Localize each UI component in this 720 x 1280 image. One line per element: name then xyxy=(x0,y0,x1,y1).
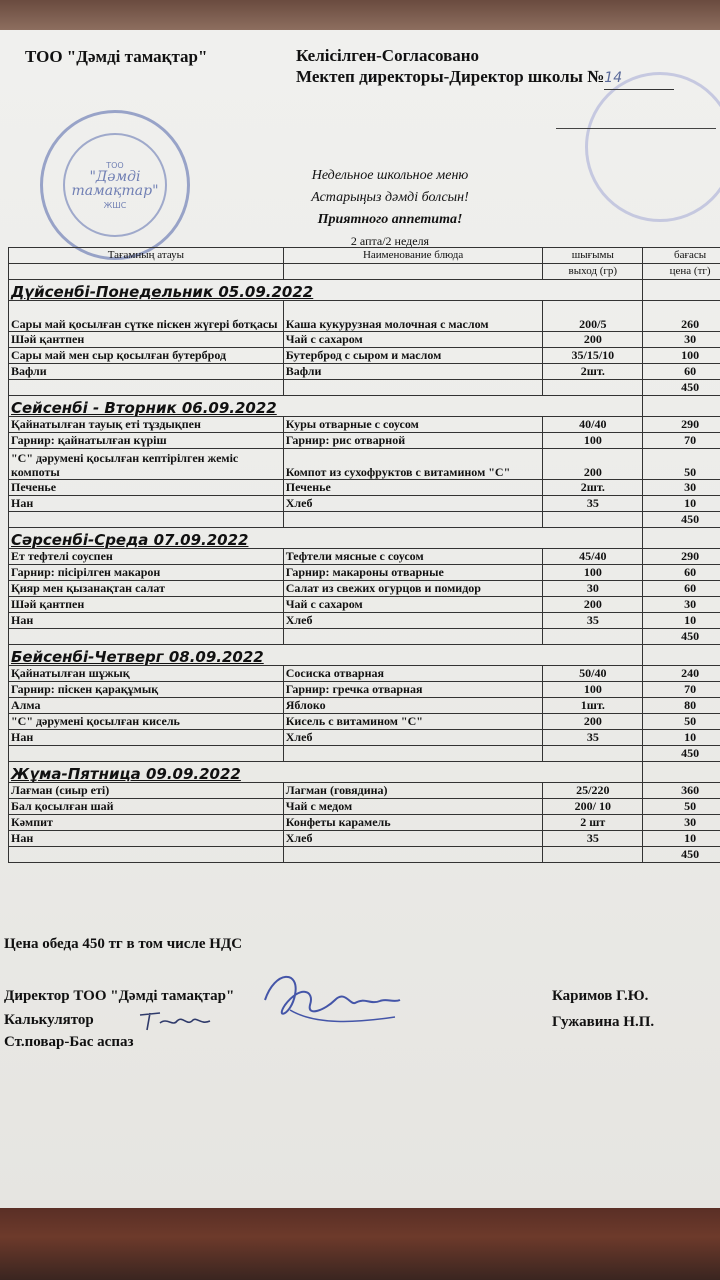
dish-name-kz: Қайнатылған тауық еті тұздықпен xyxy=(9,417,284,433)
dish-name-ru: Хлеб xyxy=(283,831,543,847)
dish-yield: 200/5 xyxy=(543,301,643,332)
dish-yield: 35 xyxy=(543,613,643,629)
dish-yield: 200 xyxy=(543,332,643,348)
dish-price: 10 xyxy=(643,496,720,512)
dish-price: 10 xyxy=(643,613,720,629)
dish-yield: 40/40 xyxy=(543,417,643,433)
dish-yield: 2 шт xyxy=(543,815,643,831)
menu-item-row xyxy=(9,831,720,847)
dish-name-ru: Каша кукурузная молочная с маслом xyxy=(283,301,543,332)
dish-yield: 200 xyxy=(543,449,643,480)
dish-price: 70 xyxy=(643,433,720,449)
stamp-company: "Дәмді тамақтар" xyxy=(71,168,159,199)
menu-item-row xyxy=(9,597,720,613)
dish-name-ru: Салат из свежих огурцов и помидор xyxy=(283,581,543,597)
day-title: Сәрсенбі-Среда 07.09.2022 xyxy=(9,528,643,549)
dish-name-kz: Қияр мен қызанақтан салат xyxy=(9,581,284,597)
menu-item-row xyxy=(9,417,720,433)
approval-line-1: Келісілген-Согласовано xyxy=(296,46,480,65)
school-number: 14 xyxy=(604,68,674,90)
menu-item-row xyxy=(9,301,720,332)
dish-name-kz: Нан xyxy=(9,496,284,512)
approval-block xyxy=(296,45,674,90)
dish-price: 50 xyxy=(643,799,720,815)
dish-name-ru: Тефтели мясные с соусом xyxy=(283,549,543,565)
dish-name-kz: Шәй қантпен xyxy=(9,332,284,348)
dish-yield: 100 xyxy=(543,565,643,581)
dish-name-kz: Нан xyxy=(9,613,284,629)
dish-yield: 100 xyxy=(543,433,643,449)
dish-name-ru: Сосиска отварная xyxy=(283,666,543,682)
dish-name-kz: Бал қосылған шай xyxy=(9,799,284,815)
director-signature xyxy=(255,965,405,1035)
menu-item-row xyxy=(9,549,720,565)
day-title: Сейсенбі - Вторник 06.09.2022 xyxy=(9,396,643,417)
dish-yield: 2шт. xyxy=(543,364,643,380)
dish-yield: 200 xyxy=(543,597,643,613)
dish-yield: 200/ 10 xyxy=(543,799,643,815)
menu-item-row xyxy=(9,815,720,831)
dish-name-kz: Кәмпит xyxy=(9,815,284,831)
menu-item-row xyxy=(9,433,720,449)
dish-price: 10 xyxy=(643,831,720,847)
menu-item-row xyxy=(9,449,720,480)
dish-price: 30 xyxy=(643,597,720,613)
menu-item-row xyxy=(9,714,720,730)
menu-item-row xyxy=(9,613,720,629)
dish-price: 80 xyxy=(643,698,720,714)
dish-name-kz: Гарнир: піскен қарақұмық xyxy=(9,682,284,698)
dish-name-ru: Чай с сахаром xyxy=(283,597,543,613)
stamp-line-1: ТОО xyxy=(106,160,124,170)
menu-item-row xyxy=(9,364,720,380)
col-header-kz: Тағамның атауы xyxy=(9,248,284,264)
dish-name-kz: "С" дәрумені қосылған кисель xyxy=(9,714,284,730)
company-name: ТОО "Дәмді тамақтар" xyxy=(25,47,208,66)
dish-name-ru: Конфеты карамель xyxy=(283,815,543,831)
menu-wish-kz: Астарыңыз дәмді болсын! xyxy=(311,190,469,205)
day-header-row xyxy=(9,528,720,549)
dish-name-kz: Шәй қантпен xyxy=(9,597,284,613)
dish-name-ru: Яблоко xyxy=(283,698,543,714)
dish-name-ru: Чай с медом xyxy=(283,799,543,815)
week-label: 2 апта/2 неделя xyxy=(350,234,430,248)
day-title: Бейсенбі-Четверг 08.09.2022 xyxy=(9,645,643,666)
day-title: Дүйсенбі-Понедельник 05.09.2022 xyxy=(9,280,643,301)
dish-price: 30 xyxy=(643,332,720,348)
dish-name-kz: Лағман (сиыр еті) xyxy=(9,783,284,799)
dish-yield: 35 xyxy=(543,831,643,847)
cook-label: Ст.повар-Бас аспаз xyxy=(4,1034,134,1050)
day-total: 450 xyxy=(643,847,720,863)
day-total: 450 xyxy=(643,629,720,645)
dish-name-ru: Гарнир: рис отварной xyxy=(283,433,543,449)
day-header-row xyxy=(9,762,720,783)
dish-price: 290 xyxy=(643,549,720,565)
day-total-row xyxy=(9,380,720,396)
dish-name-ru: Вафли xyxy=(283,364,543,380)
dish-yield: 45/40 xyxy=(543,549,643,565)
dish-yield: 35 xyxy=(543,496,643,512)
menu-table xyxy=(8,247,720,863)
dish-name-ru: Лагман (говядина) xyxy=(283,783,543,799)
calculator-name: Гужавина Н.П. xyxy=(552,1014,655,1030)
dish-price: 240 xyxy=(643,666,720,682)
day-total: 450 xyxy=(643,746,720,762)
dish-price: 10 xyxy=(643,730,720,746)
menu-title: Недельное школьное меню xyxy=(311,168,469,183)
dish-name-kz: Сары май мен сыр қосылған бутерброд xyxy=(9,348,284,364)
dish-name-ru: Хлеб xyxy=(283,613,543,629)
day-header-row xyxy=(9,645,720,666)
col-header-out-ru: выход (гр) xyxy=(543,264,643,280)
col-header-price-ru: цена (тг) xyxy=(643,264,720,280)
dish-price: 50 xyxy=(643,714,720,730)
day-total-row xyxy=(9,746,720,762)
day-total-row xyxy=(9,847,720,863)
dish-price: 60 xyxy=(643,364,720,380)
dish-name-ru: Компот из сухофруктов с витамином "С" xyxy=(283,449,543,480)
director-signature-line xyxy=(556,128,716,129)
dish-name-ru: Хлеб xyxy=(283,730,543,746)
dish-price: 60 xyxy=(643,565,720,581)
dish-name-kz: Печенье xyxy=(9,480,284,496)
day-total: 450 xyxy=(643,380,720,396)
dish-price: 260 xyxy=(643,301,720,332)
dish-name-kz: Нан xyxy=(9,831,284,847)
calculator-label: Калькулятор xyxy=(4,1012,94,1028)
dish-yield: 25/220 xyxy=(543,783,643,799)
col-header-ru: Наименование блюда xyxy=(283,248,543,264)
menu-item-row xyxy=(9,682,720,698)
menu-item-row xyxy=(9,730,720,746)
price-note: Цена обеда 450 тг в том числе НДС xyxy=(4,936,243,952)
dish-name-ru: Гарнир: гречка отварная xyxy=(283,682,543,698)
table-header-row-2 xyxy=(9,264,720,280)
day-header-row xyxy=(9,396,720,417)
menu-wish-ru: Приятного аппетита! xyxy=(317,212,463,227)
dish-price: 30 xyxy=(643,815,720,831)
approval-line-2: Мектеп директоры-Директор школы №14 xyxy=(296,66,674,90)
dish-yield: 35 xyxy=(543,730,643,746)
menu-item-row xyxy=(9,783,720,799)
menu-item-row xyxy=(9,565,720,581)
menu-item-row xyxy=(9,581,720,597)
menu-item-row xyxy=(9,348,720,364)
dish-price: 360 xyxy=(643,783,720,799)
dish-name-kz: "С" дәрумені қосылған кептірілген жеміс компоты xyxy=(9,449,284,480)
desk-background-top xyxy=(0,0,720,30)
dish-yield: 200 xyxy=(543,714,643,730)
day-total-row xyxy=(9,629,720,645)
dish-price: 70 xyxy=(643,682,720,698)
menu-item-row xyxy=(9,496,720,512)
stamp-line-3: ЖШС xyxy=(103,200,127,210)
menu-item-row xyxy=(9,666,720,682)
dish-name-kz: Алма xyxy=(9,698,284,714)
dish-price: 290 xyxy=(643,417,720,433)
dish-name-kz: Нан xyxy=(9,730,284,746)
dish-name-kz: Гарнир: пісірілген макарон xyxy=(9,565,284,581)
dish-yield: 100 xyxy=(543,682,643,698)
menu-item-row xyxy=(9,332,720,348)
director-label: Директор ТОО "Дәмді тамақтар" xyxy=(4,988,235,1004)
dish-name-kz: Қайнатылған шұжық xyxy=(9,666,284,682)
dish-price: 60 xyxy=(643,581,720,597)
menu-item-row xyxy=(9,480,720,496)
dish-yield: 35/15/10 xyxy=(543,348,643,364)
dish-name-kz: Гарнир: қайнатылған күріш xyxy=(9,433,284,449)
calculator-signature xyxy=(135,1005,215,1035)
dish-yield: 30 xyxy=(543,581,643,597)
director-name: Каримов Г.Ю. xyxy=(552,988,649,1004)
table-header-row xyxy=(9,248,720,264)
menu-item-row xyxy=(9,799,720,815)
dish-name-ru: Хлеб xyxy=(283,496,543,512)
desk-background-bottom xyxy=(0,1208,720,1280)
dish-name-ru: Бутерброд с сыром и маслом xyxy=(283,348,543,364)
day-title: Жұма-Пятница 09.09.2022 xyxy=(9,762,643,783)
col-header-out-kz: шығымы xyxy=(543,248,643,264)
day-total: 450 xyxy=(643,512,720,528)
dish-name-kz: Вафли xyxy=(9,364,284,380)
menu-item-row xyxy=(9,698,720,714)
dish-yield: 1шт. xyxy=(543,698,643,714)
dish-price: 50 xyxy=(643,449,720,480)
dish-price: 30 xyxy=(643,480,720,496)
dish-name-ru: Гарнир: макароны отварные xyxy=(283,565,543,581)
dish-name-ru: Кисель с витамином "С" xyxy=(283,714,543,730)
dish-price: 100 xyxy=(643,348,720,364)
dish-name-ru: Куры отварные с соусом xyxy=(283,417,543,433)
dish-yield: 2шт. xyxy=(543,480,643,496)
dish-name-kz: Сары май қосылған сүтке піскен жүгері ботқасы xyxy=(9,301,284,332)
dish-yield: 50/40 xyxy=(543,666,643,682)
dish-name-ru: Чай с сахаром xyxy=(283,332,543,348)
col-header-price-kz: бағасы xyxy=(643,248,720,264)
day-total-row xyxy=(9,512,720,528)
dish-name-ru: Печенье xyxy=(283,480,543,496)
day-header-row xyxy=(9,280,720,301)
dish-name-kz: Ет тефтелі соуспен xyxy=(9,549,284,565)
